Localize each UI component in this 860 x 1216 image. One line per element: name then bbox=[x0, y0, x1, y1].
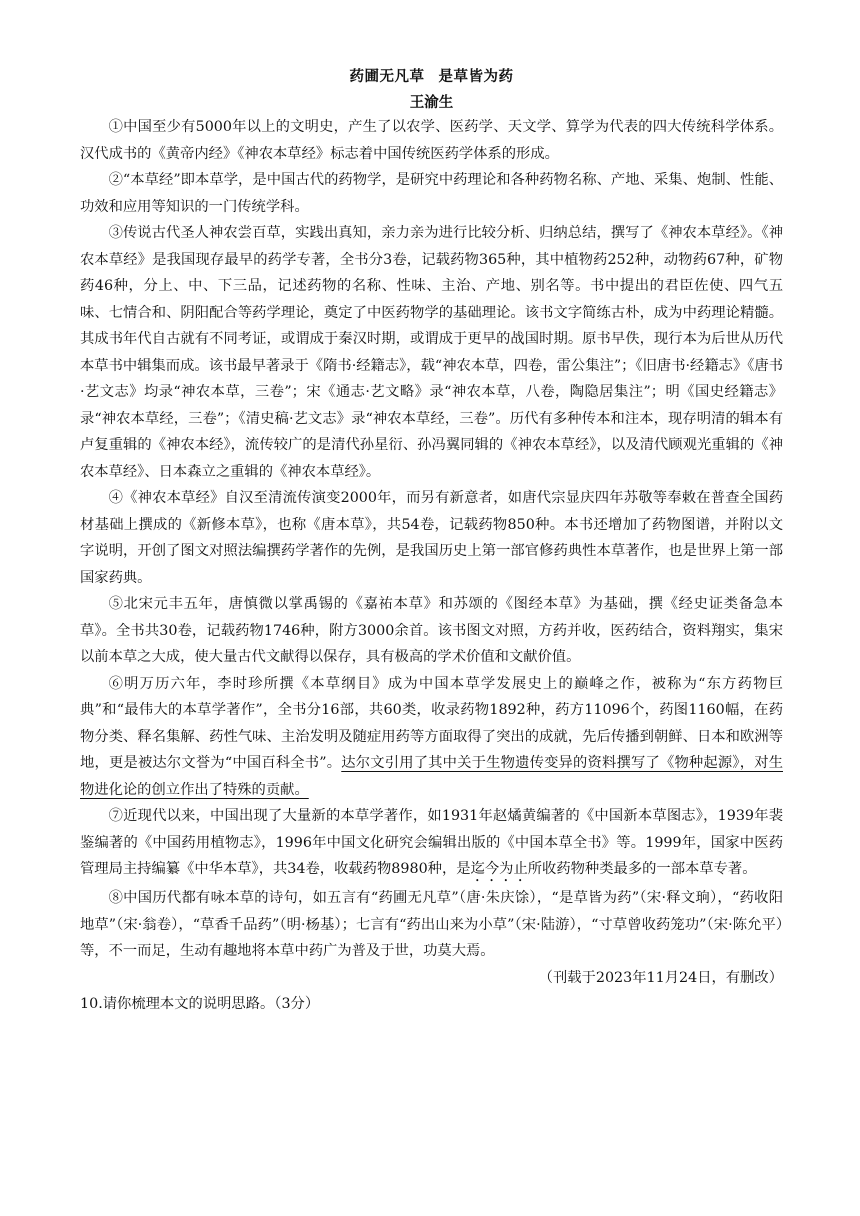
paragraph-1: ①中国至少有5000年以上的文明史，产生了以农学、医药学、天文学、算学为代表的四大传统科学体系。汉代成书的《黄帝内经》《神农本草经》标志着中国传统医药学体系的形成。 bbox=[80, 119, 783, 162]
paragraph-2: ②“本草经”即本草学，是中国古代的药物学，是研究中药理论和各种药物名称、产地、采集、炮制、性能、功效和应用等知识的一门传统学科。 bbox=[80, 172, 783, 215]
title-part-2: 是草皆为药 bbox=[438, 69, 514, 85]
paragraph-8: ⑧中国历代都有咏本草的诗句，如五言有“药圃无凡草”（唐·朱庆馀），“是草皆为药”（宋·释文珦），“药收阳地草”（宋·翁卷），“草香千品药”（明·杨基）；七言有“药出山来为小草”（宋·陆游），“寸草曾收药笼功”（宋·陈允平）等，不一而足，生动有趣地将本草中药广为普及于世，功莫大焉。 bbox=[80, 890, 783, 959]
underlined-sentence: 达尔文引用了其中关于生物遗传变异的资料撰写了《物种起源》，对生物进化论的创立作出了特殊的贡献。 bbox=[80, 755, 783, 798]
source-note: （刊载于2023年11月24日，有删改） bbox=[538, 969, 783, 986]
paragraph-6 bbox=[80, 671, 783, 804]
question-10: 10.请你梳理本文的说明思路。（3分） bbox=[80, 996, 320, 1012]
paragraph-7-after: 所收药物种类最多的一部本草专著。 bbox=[527, 861, 757, 877]
paragraph-5: ⑤北宋元丰五年，唐慎微以掌禹锡的《嘉祐本草》和苏颂的《图经本草》为基础，撰《经史证类备急本草》。全书共30卷，记载药物1746种，附方3000余首。该书图文对照，方药并收，医药结合，资料翔实，集宋以前本草之大成，使大量古代文献得以保存，具有极高的学术价值和文献价值。 bbox=[80, 596, 783, 665]
article-author: 王渝生 bbox=[409, 95, 454, 111]
paragraph-4: ④《神农本草经》自汉至清流传演变2000年，而另有新意者，如唐代宗显庆四年苏敬等奉敕在普查全国药材基础上撰成的《新修本草》，也称《唐本草》，共54卷，记载药物850种。本书还增加了药物图谱，并附以文字说明，开创了图文对照法编撰药学著作的先例，是我国历史上第一部官修药典性本草著作，也是世界上第一部国家药典。 bbox=[80, 490, 783, 586]
dotted-emphasis: 迄今为止 bbox=[470, 861, 528, 877]
article-title bbox=[80, 66, 783, 88]
document-page bbox=[80, 66, 783, 1018]
paragraph-7-before: ⑦近现代以来，中国出现了大量新的本草学著作，如1931年赵燏黄编著的《中国新本草图志》，1939年裴鉴编著的《中国药用植物志》，1996年中国文化研究会编辑出版的《中国本草全书》等。1999年，国家中医药管理局主持编纂《中华本草》，共34卷，收载药物8980种，是 bbox=[80, 808, 783, 877]
paragraph-6-text: ⑥明万历六年，李时珍所撰《本草纲目》成为中国本草学发展史上的巅峰之作，被称为“东方药物巨典”和“最伟大的本草学著作”，全书分16部，共60类，收录药物1892种，药方11096个，药图1160幅，在药物分类、释名集解、药性气味、主治发明及随症用药等方面取得了突出的成就，先后传播到朝鲜、日本和欧洲等地，更是被达尔文誉为“中国百科全书”。 bbox=[80, 675, 783, 771]
title-part-1: 药圃无凡草 bbox=[349, 69, 425, 85]
paragraph-7 bbox=[80, 803, 783, 885]
paragraph-3: ③传说古代圣人神农尝百草，实践出真知，亲力亲为进行比较分析、归纳总结，撰写了《神农本草经》。《神农本草经》是我国现存最早的药学专著，全书分3卷，记载药物365种，其中植物药252种，动物药67种，矿物药46种，分上、中、下三品，记述药物的名称、性味、主治、产地、别名等。书中提出的君臣佐使、四气五味、七情合和、阴阳配合等药学理论，奠定了中医药物学的基础理论。该书文字简练古朴，成为中药理论精髓。其成书年代自古就有不同考证，或谓成于秦汉时期，或谓成于更早的战国时期。原书早佚，现行本为后世从历代本草书中辑集而成。该书最早著录于《隋书·经籍志》，载“神农本草，四卷，雷公集注”；《旧唐书·经籍志》《唐书·艺文志》均录“神农本草，三卷”；宋《通志·艺文略》录“神农本草，八卷，陶隐居集注”；明《国史经籍志》录“神农本草经，三卷”；《清史稿·艺文志》录“神农本草经，三卷”。历代有多种传本和注本，现存明清的辑本有卢复重辑的《神农本经》，流传较广的是清代孙星衍、孙冯翼同辑的《神农本草经》，以及清代顾观光重辑的《神农本草经》、日本森立之重辑的《神农本草经》。 bbox=[80, 225, 783, 480]
